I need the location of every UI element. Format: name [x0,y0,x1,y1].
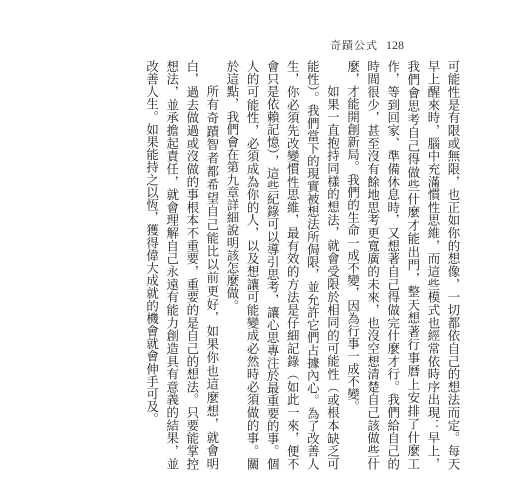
running-header [330,37,490,53]
page-number: 128 [386,37,404,52]
paragraph: 如果一直抱持同樣的想法，就會受限於相同的可能性（或根本缺乏可能性）。我們當下的現實被想法所侷限，並允許它們占據內心。為了改善人生，你必須先改變慣性思維，最有效的方法是仔細記錄（如此一來，便不會只是依賴記憶），這些紀錄可以導引思考，讓心思專注於最重要的事。個人的可能性，必須成為你的人，以及想讓可能變成必然時必須做的事。關於這點，我們會在第九章詳細說明該怎麼做。 [224,60,341,470]
book-title: 奇蹟公式 [330,39,378,52]
paragraph: 可能性是有限或無限，也正如你的想像，一切都依自己的想法而定。每天早上醒來時，腦中充滿慣性思維，而這些模式也經常依時序出現：早上，我們會思考自己得做些什麼才能出門，整天想著行事曆上安排了什麼工作，等到回家、準備休息時，又想著自己得做完什麼才行。我們給自己的時間很少，甚至沒有餘地思考更寬廣的未來，也沒空想清楚自己該做些什麼，才能開創新局。我們的生命一成不變，因為行事一成不變。 [345,60,461,470]
body-text [142,60,464,470]
paragraph: 所有奇蹟智者都希望自己能比以前更好，如果你也這麼想，就會明白，過去做過或沒做的事根本不重要，重要的是自己的想法。只要能掌控想法，並承擔起責任，就會理解自己永遠有能力創造具有意義的結果，並改善人生。如果能持之以恆，獲得偉大成就的機會就會伸手可及。 [144,60,220,470]
